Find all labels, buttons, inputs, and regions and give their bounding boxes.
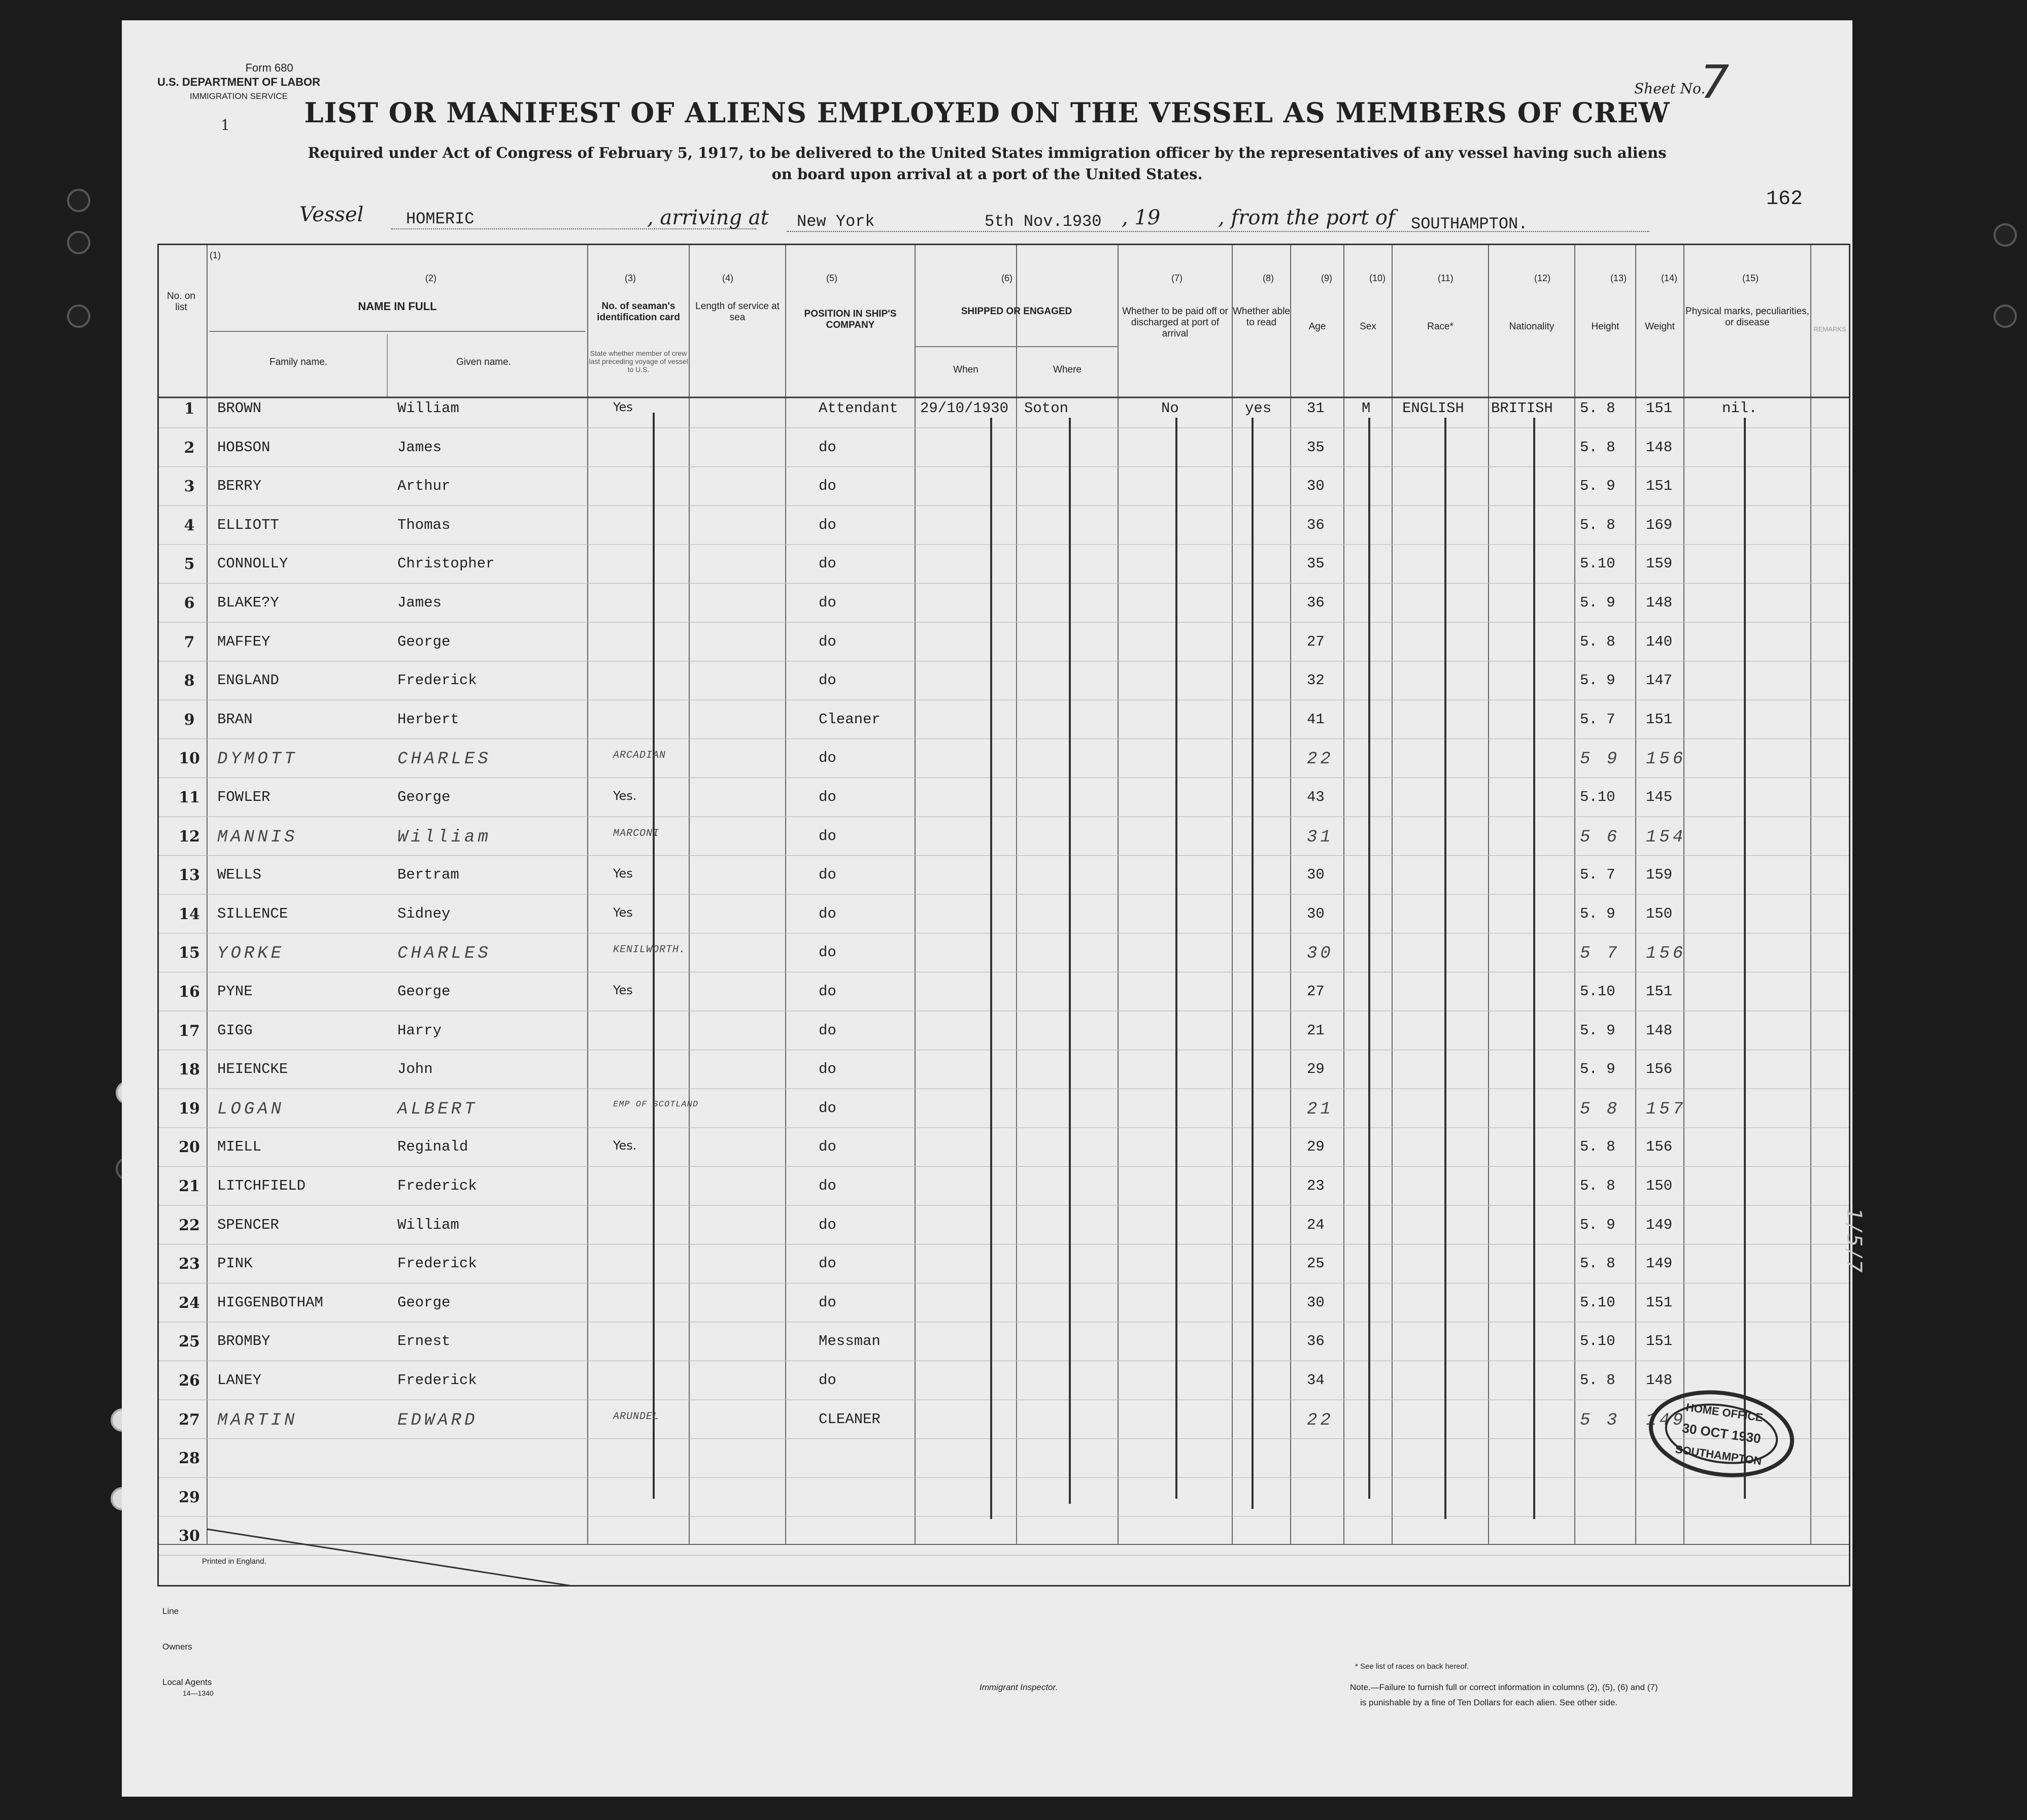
family-name: YORKE	[217, 944, 285, 964]
height: 5. 8	[1580, 516, 1615, 533]
position: do	[819, 1216, 836, 1233]
weight: 169	[1646, 516, 1673, 533]
height: 5. 9	[1580, 672, 1615, 689]
height: 5. 8	[1580, 1177, 1615, 1194]
form-number: Form 680	[245, 61, 293, 74]
position: do	[819, 789, 836, 805]
position: do	[819, 750, 836, 767]
position: CLEANER	[819, 1410, 881, 1428]
header-id-note: State whether member of crew last preceding voyage of vessel to U.S.	[589, 349, 688, 374]
vessel-label: Vessel	[299, 203, 364, 226]
age: 31	[1307, 400, 1325, 417]
age: 41	[1307, 711, 1325, 728]
punch-hole	[67, 189, 90, 212]
row-number: 9	[184, 711, 195, 729]
weight: 156	[1646, 1138, 1673, 1156]
fine-note-line2: is punishable by a fine of Ten Dollars for each alien. See other side.	[1360, 1698, 1618, 1707]
position: do	[819, 827, 836, 845]
height: 5. 9	[1580, 1216, 1615, 1233]
row-number: 19	[179, 1099, 200, 1118]
age: 25	[1307, 1255, 1325, 1272]
family-name: FOWLER	[217, 789, 271, 805]
printed-note: Printed in England.	[202, 1557, 266, 1566]
given-name: William	[397, 400, 459, 417]
family-name: SPENCER	[217, 1216, 279, 1233]
position: do	[819, 1255, 836, 1272]
family-name: MAFFEY	[217, 633, 271, 650]
weight: 150	[1646, 905, 1673, 922]
row-number: 7	[184, 633, 195, 651]
given-name: Thomas	[397, 516, 451, 533]
row-number: 23	[179, 1255, 200, 1273]
given-name: Frederick	[397, 1255, 477, 1272]
position: do	[819, 1177, 836, 1194]
age: 35	[1307, 439, 1325, 456]
row-number: 1	[184, 400, 195, 418]
sex: M	[1362, 400, 1371, 417]
row-number: 26	[179, 1372, 200, 1390]
position: do	[819, 594, 836, 611]
height: 5 7	[1580, 944, 1620, 964]
position: do	[819, 944, 836, 961]
id-card: EMP OF SCOTLAND	[613, 1099, 699, 1109]
page-title: LIST OR MANIFEST OF ALIENS EMPLOYED ON THE VESSEL AS MEMBERS OF CREW	[304, 96, 1670, 129]
height: 5.10	[1580, 1333, 1615, 1350]
position: do	[819, 516, 836, 533]
age: 43	[1307, 789, 1325, 805]
age: 35	[1307, 555, 1325, 572]
age: 22	[1307, 750, 1334, 769]
id-card: KENILWORTH.	[613, 944, 686, 956]
header-paid-off: Whether to be paid off or discharged at port of arrival	[1122, 306, 1228, 339]
manifest-sheet	[122, 20, 1852, 1797]
physical-marks: nil.	[1722, 400, 1758, 417]
sheet-number: 7	[1700, 56, 1733, 109]
age: 21	[1307, 1099, 1334, 1119]
height: 5. 9	[1580, 1022, 1615, 1039]
id-card: Yes	[613, 983, 633, 997]
family-name: SILLENCE	[217, 905, 288, 922]
row-number: 4	[184, 516, 195, 534]
given-name: James	[397, 594, 442, 611]
family-name: LITCHFIELD	[217, 1177, 306, 1194]
height: 5. 7	[1580, 866, 1615, 884]
height: 5. 9	[1580, 905, 1615, 922]
crew-table	[157, 244, 1850, 1587]
position: Cleaner	[819, 711, 881, 728]
family-name: HOBSON	[217, 439, 271, 456]
header-remarks: REMARKS	[1813, 325, 1846, 333]
weight: 159	[1646, 555, 1673, 572]
row-number: 17	[179, 1022, 200, 1040]
column-number: (13)	[1610, 273, 1627, 283]
row-number: 13	[179, 866, 200, 885]
height: 5. 9	[1580, 594, 1615, 611]
row-number: 16	[179, 983, 200, 1001]
position: do	[819, 983, 836, 1000]
height: 5.10	[1580, 1294, 1615, 1311]
weight: 149	[1646, 1216, 1673, 1233]
family-name: BERRY	[217, 478, 262, 495]
age: 36	[1307, 594, 1325, 611]
family-name: ENGLAND	[217, 672, 279, 689]
height: 5. 8	[1580, 1372, 1615, 1389]
column-number: (11)	[1438, 273, 1454, 283]
given-name: Reginald	[397, 1138, 468, 1156]
family-name: LOGAN	[217, 1099, 285, 1119]
age: 30	[1307, 944, 1334, 964]
height: 5. 7	[1580, 711, 1615, 728]
age: 30	[1307, 866, 1325, 884]
height: 5.10	[1580, 789, 1615, 805]
row-number: 29	[179, 1488, 200, 1506]
height: 5 8	[1580, 1099, 1620, 1119]
height: 5. 8	[1580, 633, 1615, 650]
given-name: James	[397, 439, 442, 456]
given-name: William	[397, 827, 491, 847]
from-port: SOUTHAMPTON.	[1411, 215, 1528, 233]
height: 5. 9	[1580, 478, 1615, 495]
position: Attendant	[819, 400, 898, 417]
row-number: 21	[179, 1177, 200, 1195]
given-name: Sidney	[397, 905, 451, 922]
given-name: Frederick	[397, 1177, 477, 1194]
column-number: (12)	[1534, 273, 1551, 283]
header-shipped: SHIPPED OR ENGAGED	[961, 306, 1072, 317]
position: do	[819, 905, 836, 922]
weight: 140	[1646, 633, 1673, 650]
column-number: (7)	[1171, 273, 1183, 283]
column-number: (5)	[826, 273, 837, 283]
header-height: Height	[1591, 321, 1619, 332]
id-card: MARCONI	[613, 827, 660, 839]
position: do	[819, 672, 836, 689]
age: 27	[1307, 983, 1325, 1000]
weight: 148	[1646, 594, 1673, 611]
given-name: Frederick	[397, 1372, 477, 1389]
id-card: Yes.	[613, 1138, 637, 1153]
header-no-on-list: No. on list	[167, 291, 195, 313]
age: 29	[1307, 1138, 1325, 1156]
position: do	[819, 478, 836, 495]
given-name: Bertram	[397, 866, 459, 884]
inspector-label: Immigrant Inspector.	[979, 1682, 1058, 1692]
dotted-rule	[787, 231, 1649, 232]
row-number: 24	[179, 1294, 200, 1312]
header-when: When	[953, 364, 978, 375]
races-note: * See list of races on back hereof.	[1355, 1662, 1469, 1671]
punch-hole	[1994, 305, 2017, 328]
weight: 145	[1646, 789, 1673, 805]
weight: 148	[1646, 1022, 1673, 1039]
height: 5. 9	[1580, 1061, 1615, 1078]
side-marks: 1/5/7	[1842, 1208, 1866, 1276]
header-age: Age	[1308, 321, 1326, 332]
given-name: Harry	[397, 1022, 442, 1039]
given-name: William	[397, 1216, 459, 1233]
row-number: 6	[184, 594, 195, 612]
given-name: Frederick	[397, 672, 477, 689]
id-card: Yes	[613, 905, 633, 920]
column-number: (14)	[1661, 273, 1678, 283]
stamp-line3: SOUTHAMPTON	[1674, 1442, 1763, 1468]
row-number: 15	[179, 944, 200, 962]
age: 36	[1307, 516, 1325, 533]
header-weight: Weight	[1645, 321, 1675, 332]
family-name: MANNIS	[217, 827, 298, 847]
weight: 149	[1646, 1410, 1686, 1430]
stamp-graphic	[1645, 1388, 1798, 1479]
column-number: (2)	[425, 273, 436, 283]
stamp-line1: HOME OFFICE	[1685, 1400, 1764, 1424]
header-where: Where	[1053, 364, 1082, 375]
id-card: ARUNDEL	[613, 1410, 660, 1423]
subtitle	[122, 142, 1852, 185]
service-name: IMMIGRATION SERVICE	[190, 91, 288, 101]
position: do	[819, 866, 836, 884]
able-read: yes	[1245, 400, 1272, 417]
height: 5. 8	[1580, 1255, 1615, 1272]
given-name: Herbert	[397, 711, 459, 728]
from-port-label: , from the port of	[1218, 206, 1395, 229]
weight: 151	[1646, 478, 1673, 495]
row-number: 25	[179, 1333, 200, 1351]
subtitle-line: Required under Act of Congress of February 5, 1917, to be delivered to the United States immigration officer by the representatives of any vessel having such aliens	[308, 144, 1667, 161]
row-number: 8	[184, 672, 195, 690]
local-agents-label: Local Agents	[162, 1677, 212, 1687]
height: 5 9	[1580, 750, 1620, 769]
given-name: CHARLES	[397, 944, 491, 964]
header-position: POSITION IN SHIP'S COMPANY	[804, 309, 897, 330]
position: do	[819, 1372, 836, 1389]
family-name: BLAKE?Y	[217, 594, 279, 611]
weight: 157	[1646, 1099, 1686, 1119]
age: 21	[1307, 1022, 1325, 1039]
weight: 151	[1646, 983, 1673, 1000]
nationality: BRITISH	[1491, 400, 1553, 417]
family-name: PYNE	[217, 983, 253, 1000]
position: do	[819, 1022, 836, 1039]
position: do	[819, 1138, 836, 1156]
header-nationality: Nationality	[1509, 321, 1555, 332]
column-number: (15)	[1742, 273, 1759, 283]
header-given-name: Given name.	[456, 357, 511, 367]
row-number: 30	[179, 1527, 200, 1545]
age: 22	[1307, 1410, 1334, 1430]
sheet-label: Sheet No.	[1634, 80, 1706, 97]
header-able-read: Whether able to read	[1232, 306, 1290, 328]
id-card: Yes.	[613, 789, 637, 803]
age: 32	[1307, 672, 1325, 689]
fine-note-line1: Note.—Failure to furnish full or correct information in columns (2), (5), (6) and (7)	[1350, 1682, 1658, 1692]
column-number: (1)	[210, 250, 221, 260]
owners-label: Owners	[162, 1642, 192, 1652]
given-name: Christopher	[397, 555, 495, 572]
row-number: 20	[179, 1138, 200, 1157]
id-card: Yes	[613, 400, 633, 414]
position: do	[819, 439, 836, 456]
family-name: MARTIN	[217, 1410, 298, 1430]
column-number: (6)	[1001, 273, 1012, 283]
column-number: (9)	[1321, 273, 1332, 283]
weight: 148	[1646, 1372, 1673, 1389]
punch-hole	[67, 305, 90, 328]
subtitle-line: on board upon arrival at a port of the United States.	[771, 165, 1203, 183]
age: 34	[1307, 1372, 1325, 1389]
family-name: LANEY	[217, 1372, 262, 1389]
arriving-label: , arriving at	[647, 206, 769, 229]
column-number: (10)	[1369, 273, 1386, 283]
department-name: U.S. DEPARTMENT OF LABOR	[157, 76, 321, 88]
position: do	[819, 1099, 836, 1117]
height: 5. 8	[1580, 439, 1615, 456]
height: 5 6	[1580, 827, 1620, 847]
grid-line	[207, 1529, 892, 1585]
weight: 154	[1646, 827, 1686, 847]
margin-mark: 1	[221, 117, 230, 133]
position: Messman	[819, 1333, 881, 1350]
column-number: (8)	[1263, 273, 1274, 283]
weight: 151	[1646, 1333, 1673, 1350]
race: ENGLISH	[1402, 400, 1464, 417]
family-name: ELLIOTT	[217, 516, 279, 533]
row-number: 3	[184, 478, 195, 496]
family-name: GIGG	[217, 1022, 253, 1039]
age: 31	[1307, 827, 1334, 847]
shipped-where: Soton	[1024, 400, 1069, 417]
age: 36	[1307, 1333, 1325, 1350]
punch-hole	[67, 231, 90, 254]
row-number: 12	[179, 827, 200, 846]
family-name: BRAN	[217, 711, 253, 728]
height: 5.10	[1580, 555, 1615, 572]
column-number: (4)	[722, 273, 733, 283]
weight: 150	[1646, 1177, 1673, 1194]
height: 5. 8	[1580, 400, 1615, 417]
position: do	[819, 633, 836, 650]
home-office-stamp	[1645, 1388, 1798, 1479]
position: do	[819, 1061, 836, 1078]
vessel-name: HOMERIC	[406, 210, 475, 228]
given-name: George	[397, 1294, 451, 1311]
id-card: ARCADIAN	[613, 750, 666, 762]
age: 27	[1307, 633, 1325, 650]
page-number: 162	[1766, 188, 1803, 211]
stamp-line2: 30 OCT 1930	[1681, 1420, 1762, 1446]
year-label: , 19	[1122, 206, 1161, 229]
given-name: George	[397, 789, 451, 805]
row-number: 14	[179, 905, 200, 923]
family-name: DYMOTT	[217, 750, 298, 769]
family-name: BROWN	[217, 400, 262, 417]
age: 24	[1307, 1216, 1325, 1233]
age: 30	[1307, 1294, 1325, 1311]
given-name: John	[397, 1061, 433, 1078]
weight: 156	[1646, 1061, 1673, 1078]
punch-hole	[1994, 223, 2017, 247]
position: do	[819, 1294, 836, 1311]
height: 5. 8	[1580, 1138, 1615, 1156]
family-name: PINK	[217, 1255, 253, 1272]
header-id-card: No. of seaman's identification card	[597, 301, 680, 323]
row-number: 27	[179, 1410, 200, 1429]
given-name: George	[397, 633, 451, 650]
position: do	[819, 555, 836, 572]
paid-off: No	[1161, 400, 1179, 417]
row-number: 11	[179, 789, 200, 806]
family-name: CONNOLLY	[217, 555, 288, 572]
family-name: MIELL	[217, 1138, 262, 1156]
header-family-name: Family name.	[269, 357, 328, 367]
row-number: 28	[179, 1450, 200, 1468]
given-name: CHARLES	[397, 750, 491, 769]
given-name: George	[397, 983, 451, 1000]
weight: 148	[1646, 439, 1673, 456]
id-card: Yes	[613, 866, 633, 881]
row-number: 5	[184, 555, 195, 574]
weight: 156	[1646, 750, 1686, 769]
column-number: (3)	[625, 273, 636, 283]
family-name: WELLS	[217, 866, 262, 884]
header-race: Race*	[1427, 321, 1454, 332]
row-number: 22	[179, 1216, 200, 1234]
arrival-port: New York	[797, 212, 875, 231]
given-name: Ernest	[397, 1333, 451, 1350]
shipped-when: 29/10/1930	[920, 400, 1009, 417]
weight: 147	[1646, 672, 1673, 689]
weight: 151	[1646, 1294, 1673, 1311]
header-physical-marks: Physical marks, peculiarities, or disease	[1685, 306, 1809, 328]
row-number: 18	[179, 1061, 200, 1079]
family-name: HEIENCKE	[217, 1061, 288, 1078]
family-name: HIGGENBOTHAM	[217, 1294, 323, 1311]
header-length-service: Length of service at sea	[695, 301, 780, 323]
height: 5.10	[1580, 983, 1615, 1000]
weight: 156	[1646, 944, 1686, 964]
weight: 159	[1646, 866, 1673, 884]
given-name: ALBERT	[397, 1099, 478, 1119]
arrival-date: 5th Nov.1930	[985, 212, 1102, 231]
given-name: EDWARD	[397, 1410, 478, 1430]
row-number: 10	[179, 750, 200, 768]
header-name-in-full: NAME IN FULL	[358, 300, 437, 313]
line-label: Line	[162, 1606, 179, 1616]
given-name: Arthur	[397, 478, 451, 495]
height: 5 3	[1580, 1410, 1620, 1430]
header-sex: Sex	[1360, 321, 1376, 332]
weight: 151	[1646, 400, 1673, 417]
age: 30	[1307, 478, 1325, 495]
agents-code: 14—1340	[183, 1689, 214, 1697]
weight: 151	[1646, 711, 1673, 728]
weight: 149	[1646, 1255, 1673, 1272]
age: 23	[1307, 1177, 1325, 1194]
row-number: 2	[184, 439, 195, 457]
age: 30	[1307, 905, 1325, 922]
family-name: BROMBY	[217, 1333, 271, 1350]
age: 29	[1307, 1061, 1325, 1078]
